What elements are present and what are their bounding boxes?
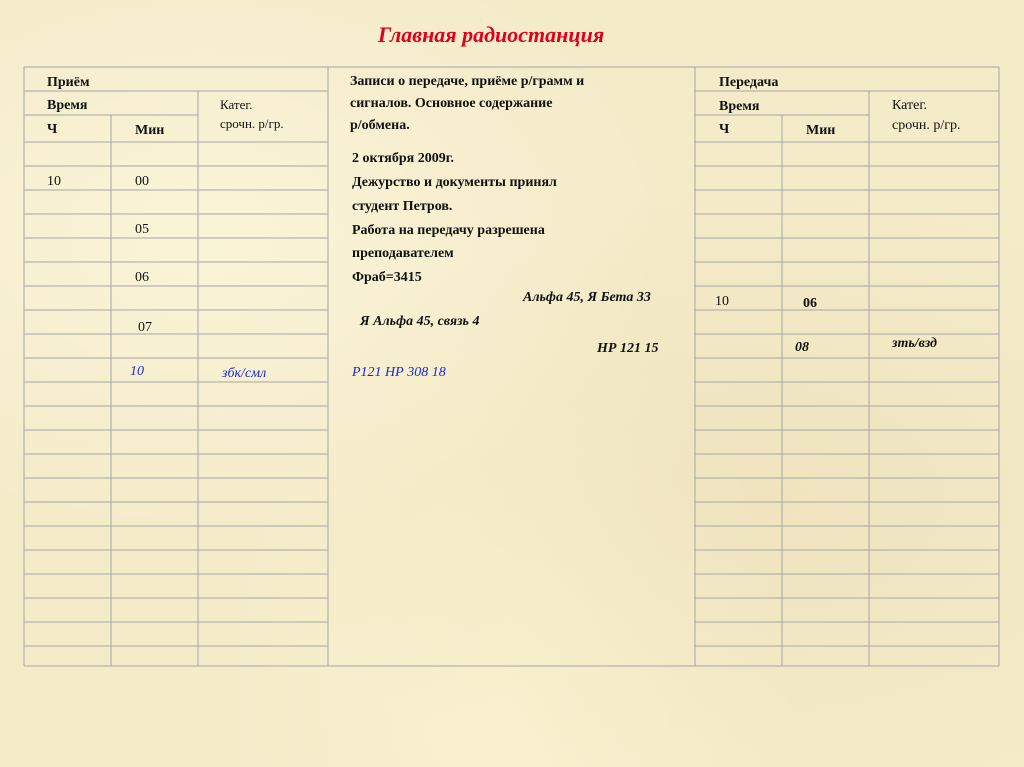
transmission-category-label: Катег. [892,98,927,113]
entry-9-hour: 10 [130,364,144,379]
entry-3-text: Работа на передачу разрешена [352,223,545,238]
reception-time-header: Время [47,98,88,113]
entry-6-tx-min: 06 [803,296,817,311]
records-header-line3: р/обмена. [350,118,410,133]
entry-date: 2 октября 2009г. [352,151,454,166]
records-header-line1: Записи о передаче, приёме р/грамм и [350,74,585,89]
transmission-min-header: Мин [806,123,836,138]
reception-header: Приём [47,75,90,90]
entry-1-text: Дежурство и документы принял [352,175,557,190]
entry-5-text: Фраб=3415 [352,270,422,285]
transmission-header: Передача [719,75,779,90]
entry-2-text: студент Петров. [352,199,453,214]
transmission-category-sub: срочн. р/гр. [892,118,961,133]
entry-6-tx-hour: 10 [715,294,729,309]
reception-min-header: Мин [135,123,165,138]
entry-7-min: 07 [138,320,152,335]
entry-1-min: 00 [135,174,149,189]
entry-7-text: Я Альфа 45, связь 4 [360,314,480,329]
reception-category-sub: срочн. р/гр. [220,116,284,131]
reception-category-label: Катег. [220,97,253,112]
page-title: Главная радиостанция [377,22,605,47]
entry-3-min: 05 [135,222,149,237]
entry-4-text: преподавателем [352,246,454,261]
entry-1-hour: 10 [47,174,61,189]
entry-8-tx-min: 08 [795,340,809,355]
reception-hour-header: Ч [47,122,58,137]
entry-5-min: 06 [135,270,149,285]
entry-6-text: Альфа 45, Я Бета 33 [523,290,651,305]
entry-9-text: Р121 НР 308 18 [352,365,446,380]
entry-9-category: збк/смл [222,366,267,381]
entry-8-text: НР 121 15 [597,341,659,356]
entry-8-tx-category: зть/взд [892,336,937,351]
records-header-line2: сигналов. Основное содержание [350,96,553,111]
transmission-time-header: Время [719,99,760,114]
transmission-hour-header: Ч [719,122,730,137]
